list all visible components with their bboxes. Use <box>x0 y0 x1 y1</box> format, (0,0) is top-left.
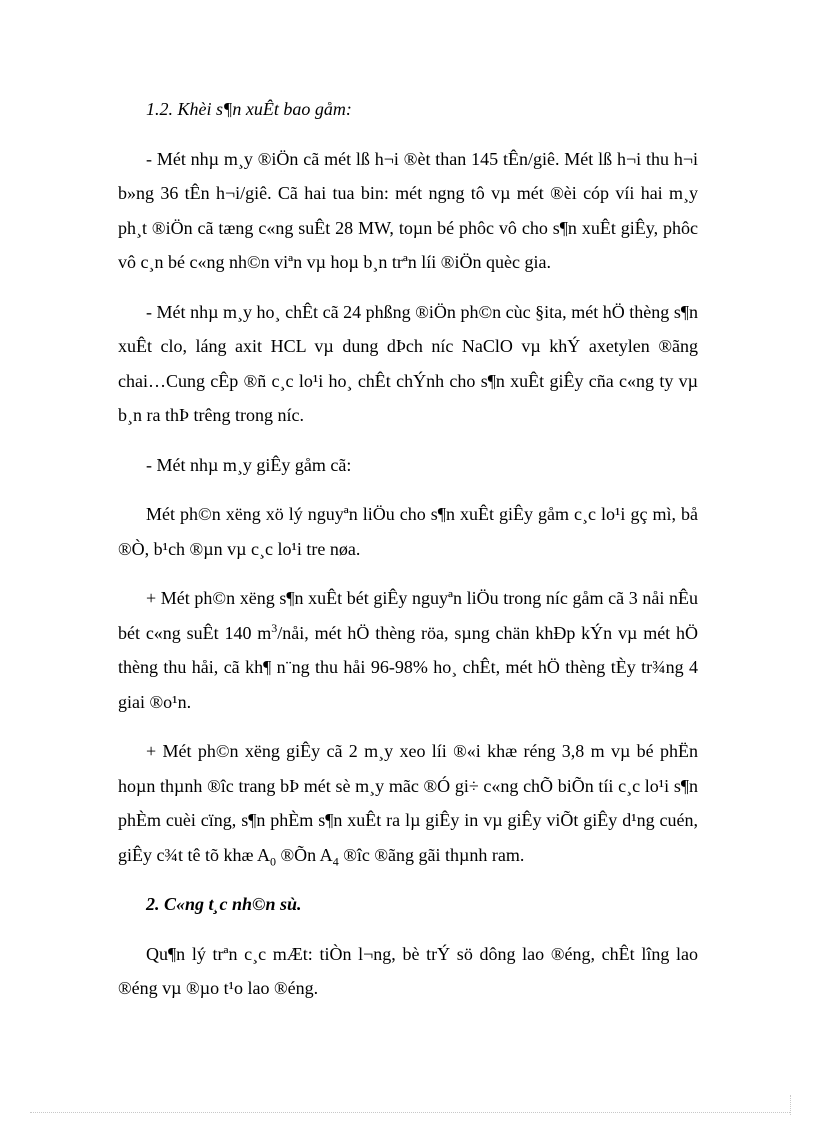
paragraph-chemical-plant: - Mét nhµ m¸y ho¸ chÊt cã 24 phßng ®iÖn ph©n cùc §ita, mét hÖ thèng s¶n xuÊt clo, láng axit HCL vµ dung dÞch níc NaClO vµ khÝ axetylen ®ãng chai…Cung cÊp ®ñ c¸c lo¹i ho¸ chÊt chÝnh cho s¶n xuÊt giÊy cña c«ng ty vµ b¸n ra thÞ trêng trong níc. <box>118 301 698 425</box>
paper-text-part-1: + Mét ph©n xëng giÊy cã 2 m¸y xeo líi ®«i khæ réng 3,8 m vµ bé phËn hoµn thµnh ®îc trang bÞ mét sè m¸y mãc ®Ó gi÷ c«ng chÕ biÕn tíi c¸c lo¹i s¶n phÈm cuèi cïng, s¶n phÈm s¶n xuÊt ra lµ giÊy in vµ giÊy viÕt giÊy d¹ng cuén, giÊy c¾t tê tõ khæ A <box>118 741 698 865</box>
paragraph-raw-material-workshop: Mét ph©n xëng xö lý nguyªn liÖu cho s¶n xuÊt giÊy gåm c¸c lo¹i gç mì, bå ®Ò, b¹ch ®µn vµ c¸c lo¹i tre nøa. <box>118 504 698 559</box>
paragraph-paper-mill-intro: - Mét nhµ m¸y giÊy gåm cã: <box>146 454 352 475</box>
page-bottom-border <box>30 1112 790 1113</box>
superscript-3: 3 <box>271 620 278 635</box>
subscript-a0: 0 <box>270 854 276 869</box>
paragraph-paper-workshop <box>118 734 698 872</box>
paper-text-part-2: ®Õn A <box>276 844 333 865</box>
paragraph-power-plant: - Mét nhµ m¸y ®iÖn cã mét lß h¬i ®èt than 145 tÊn/giê. Mét lß h¬i thu h¬i b»ng 36 tÊn h¬i/giê. Cã hai tua bin: mét ngng tô vµ mét ®èi cóp víi hai m¸y ph¸t ®iÖn cã tæng c«ng suÊt 28 MW, toµn bé phôc vô cho s¶n xuÊt giÊy, phôc vô c¸n bé c«ng nh©n viªn vµ hoµ b¸n trªn líi ®iÖn quèc gia. <box>118 148 698 272</box>
subscript-a4: 4 <box>332 854 339 869</box>
page-corner-border <box>790 1095 791 1115</box>
paragraph-pulp-workshop <box>118 581 698 719</box>
paragraph-hr-management: Qu¶n lý trªn c¸c mÆt: tiÒn l¬ng, bè trÝ sö dông lao ®éng, chÊt lîng lao ®éng vµ ®µo t¹o lao ®éng. <box>118 943 698 998</box>
pulp-text-part-1: + Mét ph©n xëng s¶n xuÊt bét giÊy nguyªn liÖu trong níc gåm cã 3 nåi nÊu bét c«ng suÊt 140 m <box>118 588 698 643</box>
pulp-text-part-2: /nåi, mét hÖ thèng röa, sµng chän khÐp kÝn vµ mét hÖ thèng thu håi, cã kh¶ n¨ng thu håi 96-98% ho¸ chÊt, mét hÖ thèng tÈy tr¾ng 4 giai ®o¹n. <box>118 622 699 712</box>
section-heading-2: 2. C«ng t¸c nh©n sù. <box>146 894 302 914</box>
paper-text-part-3: ®îc ®ãng gãi thµnh ram. <box>338 844 525 865</box>
document-body <box>118 92 698 1021</box>
section-heading-1-2: 1.2. Khèi s¶n xuÊt bao gåm: <box>146 99 352 119</box>
